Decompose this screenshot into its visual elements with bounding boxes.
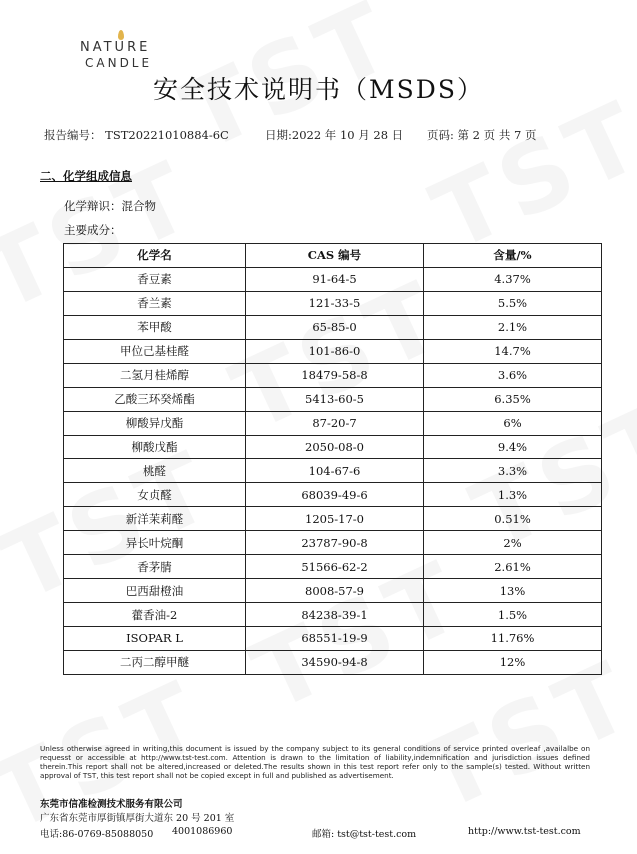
section-title: 二、化学组成信息	[40, 169, 132, 183]
column-header: CAS 编号	[246, 244, 424, 268]
logo-line-1: NATURE	[80, 40, 151, 55]
column-header: 化学名	[64, 244, 246, 268]
page-number: 页码: 第 2 页 共 7 页	[427, 128, 537, 142]
content-cell: 1.5%	[424, 603, 602, 627]
content-cell: 3.6%	[424, 363, 602, 387]
content-cell: 2.61%	[424, 555, 602, 579]
logo-line-2: CANDLE	[85, 56, 153, 70]
cas-number-cell: 121-33-5	[246, 291, 424, 315]
cas-number-cell: 5413-60-5	[246, 387, 424, 411]
table-row	[64, 555, 602, 579]
cas-number-cell: 2050-08-0	[246, 435, 424, 459]
email-link[interactable]: 邮箱: tst@tst-test.com	[312, 829, 417, 840]
website-link[interactable]: http://www.tst-test.com	[468, 826, 581, 837]
table-row	[64, 363, 602, 387]
content-cell: 4.37%	[424, 267, 602, 291]
chemical-name-cell: 异长叶烷酮	[64, 531, 246, 555]
table-row	[64, 627, 602, 651]
chemical-name-cell: 藿香油-2	[64, 603, 246, 627]
content-cell: 9.4%	[424, 435, 602, 459]
chemical-name-cell: 桃醛	[64, 459, 246, 483]
table-row	[64, 603, 602, 627]
cas-number-cell: 87-20-7	[246, 411, 424, 435]
table-header-row	[64, 244, 602, 268]
chemical-name-cell: 女贞醛	[64, 483, 246, 507]
cas-number-cell: 65-85-0	[246, 315, 424, 339]
chemical-name-cell: 苯甲酸	[64, 315, 246, 339]
hotline-number: 4001086960	[172, 826, 233, 837]
content-cell: 11.76%	[424, 627, 602, 651]
content-cell: 6%	[424, 411, 602, 435]
table-row	[64, 483, 602, 507]
chemical-name-cell: ISOPAR L	[64, 627, 246, 651]
composition-table	[63, 243, 602, 675]
content-cell: 13%	[424, 579, 602, 603]
main-components-label: 主要成分：	[64, 223, 122, 237]
chemical-name-cell: 巴西甜橙油	[64, 579, 246, 603]
cas-number-cell: 91-64-5	[246, 267, 424, 291]
disclaimer-text: Unless otherwise agreed in writing,this document is issued by the company subject to its general conditions of service printed overleaf ,availalbe on requesst or accessible at http://www.tst-test.com. Attention is drawn to the limitation of liability,indemnification and jurisdiction issues defined therein.This report shall not be altered,increased or deleted.The results shown in this test report refer only to the sample(s) tested. Without written approval of TST, this test report shall not be copied except in full and published as advertisement.	[40, 744, 590, 780]
table-row	[64, 315, 602, 339]
chemical-name-cell: 香豆素	[64, 267, 246, 291]
content-cell: 1.3%	[424, 483, 602, 507]
phone-number: 电话:86-0769-85088050	[40, 829, 154, 840]
table-row	[64, 579, 602, 603]
chemical-name-cell: 乙酸三环癸烯酯	[64, 387, 246, 411]
chemical-name-cell: 二氢月桂烯醇	[64, 363, 246, 387]
content-cell: 0.51%	[424, 507, 602, 531]
content-cell: 6.35%	[424, 387, 602, 411]
table-row	[64, 507, 602, 531]
content-cell: 12%	[424, 650, 602, 674]
table-row	[64, 339, 602, 363]
table-row	[64, 411, 602, 435]
document-title: 安全技术说明书（MSDS）	[153, 75, 484, 104]
chemical-identity: 化学辩识：混合物	[64, 199, 156, 213]
table-row	[64, 267, 602, 291]
cas-number-cell: 84238-39-1	[246, 603, 424, 627]
chemical-name-cell: 二丙二醇甲醚	[64, 650, 246, 674]
company-address: 广东省东莞市厚街镇厚街大道东 20 号 201 室	[40, 813, 235, 824]
cas-number-cell: 8008-57-9	[246, 579, 424, 603]
content-cell: 5.5%	[424, 291, 602, 315]
content-cell: 2.1%	[424, 315, 602, 339]
report-number: 报告编号： TST20221010884-6C	[44, 128, 229, 142]
cas-number-cell: 1205-17-0	[246, 507, 424, 531]
chemical-name-cell: 新洋茉莉醛	[64, 507, 246, 531]
table-row	[64, 459, 602, 483]
table-row	[64, 291, 602, 315]
content-cell: 3.3%	[424, 459, 602, 483]
chemical-name-cell: 香兰素	[64, 291, 246, 315]
table-row	[64, 435, 602, 459]
cas-number-cell: 68039-49-6	[246, 483, 424, 507]
chemical-name-cell: 香茅腈	[64, 555, 246, 579]
table-row	[64, 650, 602, 674]
chemical-name-cell: 柳酸戊酯	[64, 435, 246, 459]
chemical-name-cell: 柳酸异戊酯	[64, 411, 246, 435]
table-row	[64, 387, 602, 411]
cas-number-cell: 18479-58-8	[246, 363, 424, 387]
column-header: 含量/%	[424, 244, 602, 268]
cas-number-cell: 34590-94-8	[246, 650, 424, 674]
report-date: 日期:2022 年 10 月 28 日	[265, 128, 404, 142]
chemical-name-cell: 甲位己基桂醛	[64, 339, 246, 363]
cas-number-cell: 68551-19-9	[246, 627, 424, 651]
company-name: 东莞市信准检测技术服务有限公司	[40, 799, 183, 810]
cas-number-cell: 23787-90-8	[246, 531, 424, 555]
cas-number-cell: 104-67-6	[246, 459, 424, 483]
content-cell: 14.7%	[424, 339, 602, 363]
cas-number-cell: 101-86-0	[246, 339, 424, 363]
flame-icon	[118, 30, 124, 40]
cas-number-cell: 51566-62-2	[246, 555, 424, 579]
table-row	[64, 531, 602, 555]
content-cell: 2%	[424, 531, 602, 555]
